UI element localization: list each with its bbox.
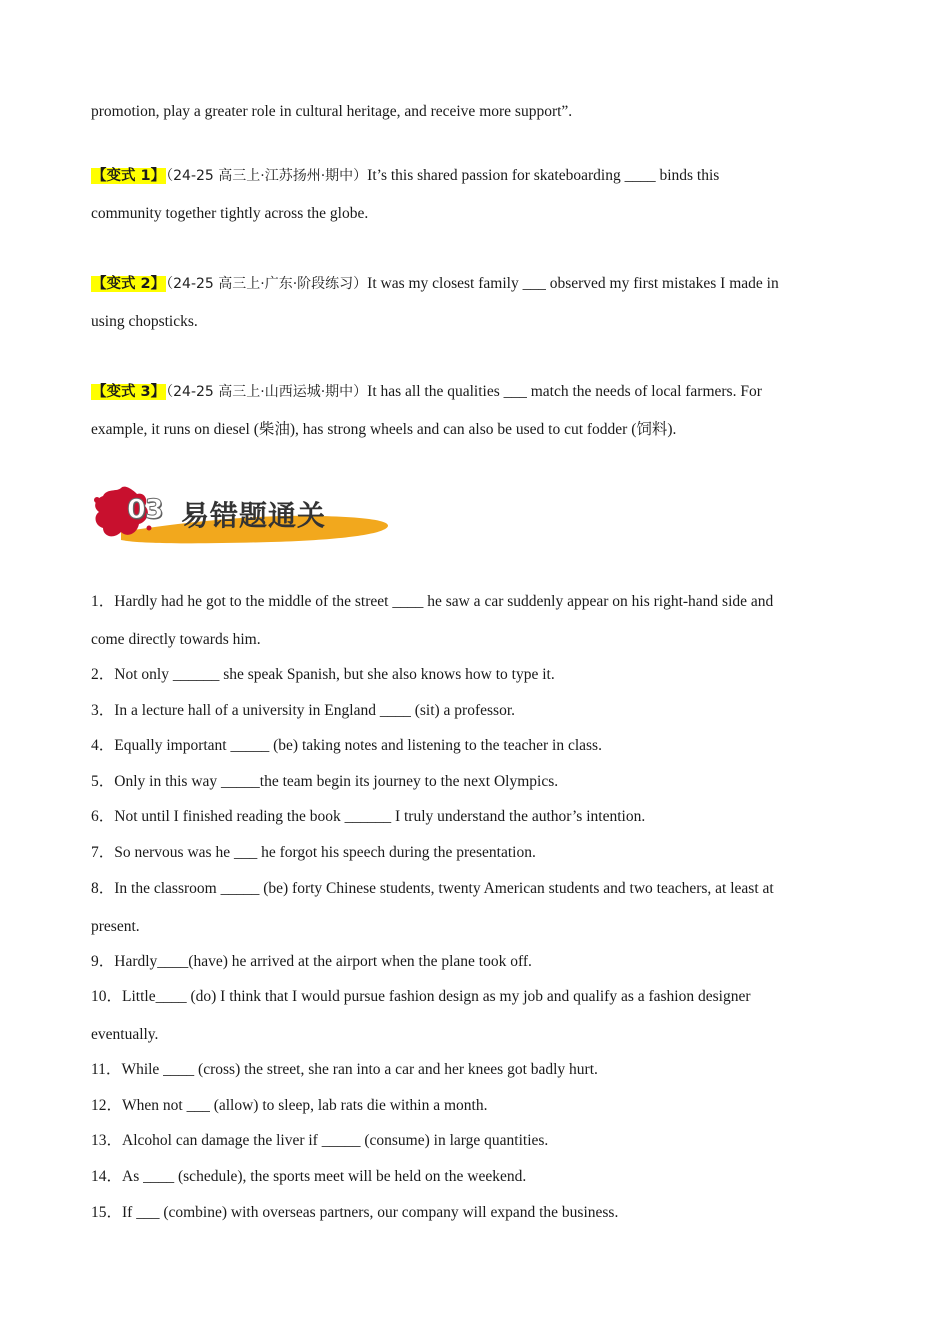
question-text: While ____ (cross) the street, she ran into a car and her knees got badly hurt. xyxy=(121,1061,598,1078)
question-6 xyxy=(91,807,645,827)
question-1 xyxy=(91,592,773,612)
variant-text: It has all the qualities ___ match the needs of local farmers. For xyxy=(367,383,762,400)
question-8-continuation: present. xyxy=(91,918,140,935)
question-text: In the classroom _____ (be) forty Chinese students, twenty American students and two teachers, at least at xyxy=(114,880,774,897)
question-10 xyxy=(91,987,751,1007)
splash-dot-icon xyxy=(94,497,100,503)
question-number: 14． xyxy=(91,1168,123,1185)
variant-2-continuation: using chopsticks. xyxy=(91,313,198,330)
question-text: Not only ______ she speak Spanish, but she also knows how to type it. xyxy=(114,666,555,683)
variant-3-continuation: example, it runs on diesel (柴油), has strong wheels and can also be used to cut fodder (饲料). xyxy=(91,421,677,438)
variant-tag: 【变式 3】 xyxy=(92,384,166,400)
variant-source: （24-25 高三上·江苏扬州·期中） xyxy=(166,168,368,184)
question-3 xyxy=(91,701,515,721)
question-4 xyxy=(91,736,602,756)
question-number: 9． xyxy=(91,953,115,970)
variant-tag: 【变式 2】 xyxy=(92,276,166,292)
question-7 xyxy=(91,843,536,863)
variant-1 xyxy=(91,166,719,186)
variant-2 xyxy=(91,274,779,294)
question-text: When not ___ (allow) to sleep, lab rats die within a month. xyxy=(122,1097,488,1114)
question-15 xyxy=(91,1203,618,1223)
question-text: Equally important _____ (be) taking notes and listening to the teacher in class. xyxy=(114,737,602,754)
question-14 xyxy=(91,1167,526,1187)
question-text: In a lecture hall of a university in England ____ (sit) a professor. xyxy=(114,702,516,719)
question-number: 13． xyxy=(91,1132,123,1149)
question-number: 3． xyxy=(91,702,115,719)
intro-text: promotion, play a greater role in cultural heritage, and receive more support”. xyxy=(91,103,573,120)
question-text: Hardly had he got to the middle of the street ____ he saw a car suddenly appear on his right-hand side and xyxy=(114,593,774,610)
question-number: 1． xyxy=(91,593,115,610)
variant-source: （24-25 高三上·广东·阶段练习） xyxy=(166,276,368,292)
question-text: As ____ (schedule), the sports meet will be held on the weekend. xyxy=(122,1168,527,1185)
question-10-continuation: eventually. xyxy=(91,1026,159,1043)
question-text: Only in this way _____the team begin its journey to the next Olympics. xyxy=(114,773,559,790)
section-title: 易错题通关 xyxy=(181,499,327,532)
question-text: If ___ (combine) with overseas partners, our company will expand the business. xyxy=(122,1204,619,1221)
section-banner xyxy=(91,484,391,548)
question-number: 5． xyxy=(91,773,115,790)
question-number: 4． xyxy=(91,737,115,754)
question-number: 11． xyxy=(91,1061,122,1078)
question-11 xyxy=(91,1060,598,1080)
question-text: Not until I finished reading the book ______ I truly understand the author’s intention. xyxy=(114,808,646,825)
question-2 xyxy=(91,665,555,685)
question-number: 10． xyxy=(91,988,123,1005)
question-13 xyxy=(91,1131,548,1151)
variant-1-continuation: community together tightly across the globe. xyxy=(91,205,369,222)
section-number: 03 xyxy=(127,494,163,525)
question-number: 6． xyxy=(91,808,115,825)
question-number: 2． xyxy=(91,666,115,683)
question-1-continuation: come directly towards him. xyxy=(91,631,261,648)
question-number: 7． xyxy=(91,844,115,861)
splash-dot-icon xyxy=(147,526,152,531)
question-text: So nervous was he ___ he forgot his speech during the presentation. xyxy=(114,844,536,861)
question-text: Hardly____(have) he arrived at the airport when the plane took off. xyxy=(114,953,532,970)
variant-tag: 【变式 1】 xyxy=(92,168,166,184)
variant-3 xyxy=(91,382,762,402)
question-12 xyxy=(91,1096,487,1116)
question-8 xyxy=(91,879,774,899)
question-number: 8． xyxy=(91,880,115,897)
variant-text: It was my closest family ___ observed my first mistakes I made in xyxy=(367,275,779,292)
question-text: Little____ (do) I think that I would pursue fashion design as my job and qualify as a fashion designer xyxy=(122,988,751,1005)
variant-source: （24-25 高三上·山西运城·期中） xyxy=(166,384,368,400)
question-5 xyxy=(91,772,558,792)
variant-text: It’s this shared passion for skateboarding ____ binds this xyxy=(367,167,720,184)
question-text: Alcohol can damage the liver if _____ (consume) in large quantities. xyxy=(122,1132,549,1149)
question-number: 15． xyxy=(91,1204,123,1221)
question-number: 12． xyxy=(91,1097,123,1114)
question-9 xyxy=(91,952,532,972)
